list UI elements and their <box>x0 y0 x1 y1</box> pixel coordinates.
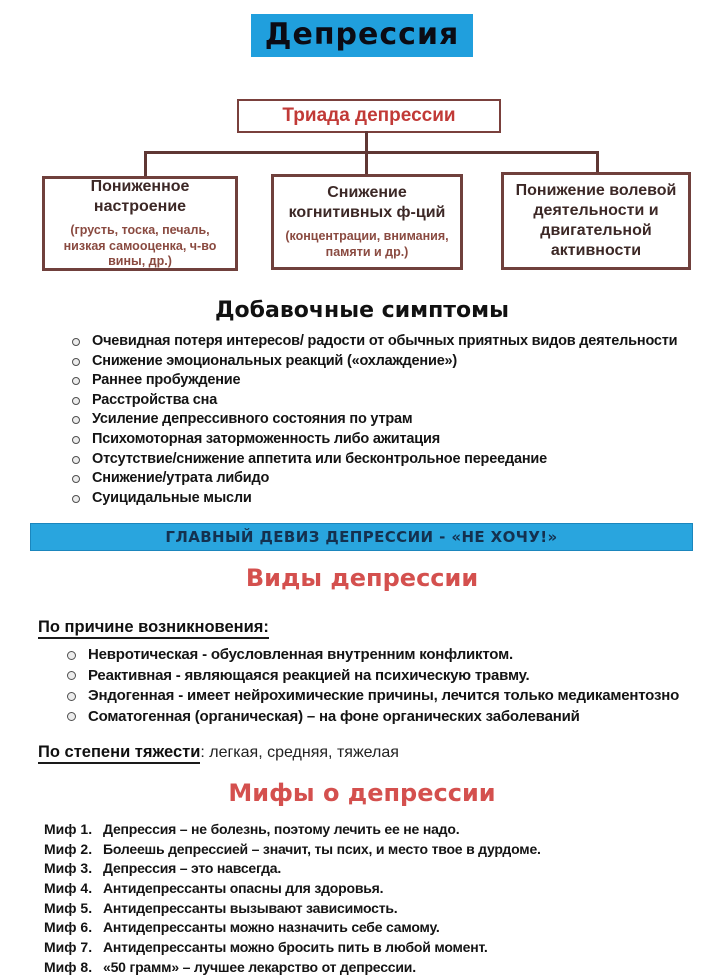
bullet-icon <box>72 377 80 385</box>
list-item: Расстройства сна <box>72 392 677 412</box>
types-heading: Виды депрессии <box>245 564 479 592</box>
myth-text: Антидепрессанты можно бросить пить в любой момент. <box>103 939 488 956</box>
list-item: Соматогенная (органическая) – на фоне органических заболеваний <box>67 708 679 729</box>
myths-heading: Мифы о депрессии <box>228 779 496 807</box>
motto-text: ГЛАВНЫЙ ДЕВИЗ ДЕПРЕССИИ - «НЕ ХОЧУ!» <box>165 528 558 546</box>
myth-label: Миф 1. <box>44 821 93 837</box>
by-severity-line <box>38 743 399 762</box>
symptoms-list <box>72 333 677 509</box>
list-item: Психомоторная заторможенность либо ажитация <box>72 431 677 451</box>
list-item: Очевидная потеря интересов/ радости от обычных приятных видов деятельности <box>72 333 677 353</box>
myth-text: Депрессия – не болезнь, поэтому лечить ее не надо. <box>103 821 460 837</box>
motto-banner <box>30 523 693 551</box>
list-item: Снижение эмоциональных реакций («охлаждение») <box>72 353 677 373</box>
myth-text: Болеешь депрессией – значит, ты псих, и место твое в дурдоме. <box>103 840 541 857</box>
list-item: Раннее пробуждение <box>72 372 677 392</box>
bullet-icon <box>72 456 80 464</box>
bullet-icon <box>72 358 80 366</box>
by-cause-label: По причине возникновения: <box>38 618 269 637</box>
myth-label: Миф 7. <box>44 939 93 956</box>
triad-box-subtitle: (концентрации, внимания, памяти и др.) <box>285 229 449 259</box>
list-item: Суицидальные мысли <box>72 490 677 510</box>
bullet-icon <box>67 712 76 721</box>
myth-row <box>44 841 541 861</box>
by-cause-list <box>67 646 679 728</box>
myth-label: Миф 8. <box>44 958 93 975</box>
myth-row <box>44 860 541 880</box>
triad-box-title: Понижение волевой деятельности и двигательной активности <box>515 182 677 259</box>
list-item: Реактивная - являющаяся реакцией на психическую травму. <box>67 667 679 688</box>
triad-box-title: Снижение когнитивных ф-ций <box>288 184 446 222</box>
bullet-icon <box>72 416 80 424</box>
triad-box-title: Пониженное настроение <box>90 178 190 216</box>
bullet-icon <box>72 495 80 503</box>
myth-label: Миф 6. <box>44 919 93 936</box>
myth-label: Миф 5. <box>44 899 93 916</box>
list-item: Отсутствие/снижение аппетита или бесконтрольное переедание <box>72 451 677 471</box>
bullet-icon <box>67 692 76 701</box>
triad-box-low-mood <box>42 176 238 271</box>
by-severity-value: : легкая, средняя, тяжелая <box>200 744 399 761</box>
page-title: Депрессия <box>251 14 473 57</box>
list-item: Эндогенная - имеет нейрохимические причины, лечится только медикаментозно <box>67 687 679 708</box>
myth-label: Миф 3. <box>44 860 93 877</box>
myth-text: Антидепрессанты вызывают зависимость. <box>103 899 398 916</box>
bullet-icon <box>67 651 76 660</box>
myth-row <box>44 900 541 920</box>
connector-drop-middle <box>365 151 368 176</box>
myth-row <box>44 880 541 900</box>
myth-text: Антидепрессанты можно назначить себе самому. <box>103 919 440 936</box>
myth-row <box>44 959 541 979</box>
myth-text: Антидепрессанты опасны для здоровья. <box>103 880 384 897</box>
triad-header-box <box>237 99 501 133</box>
symptoms-heading: Добавочные симптомы <box>214 298 510 323</box>
connector-drop-left <box>144 151 147 176</box>
title-row <box>0 14 724 57</box>
triad-box-subtitle: (грусть, тоска, печаль, низкая самооценка, ч-во вины, др.) <box>63 223 217 269</box>
myths-list <box>44 821 541 979</box>
bullet-icon <box>72 338 80 346</box>
triad-box-cognitive <box>271 174 463 270</box>
bullet-icon <box>72 436 80 444</box>
connector-horizontal <box>144 151 599 154</box>
by-severity-label: По степени тяжести <box>38 743 200 764</box>
connector-vertical-top <box>365 131 368 152</box>
myth-text: «50 грамм» – лучшее лекарство от депрессии. <box>103 958 416 975</box>
triad-box-volitional <box>501 172 691 270</box>
list-item: Усиление депрессивного состояния по утрам <box>72 411 677 431</box>
myth-row <box>44 939 541 959</box>
bullet-icon <box>72 475 80 483</box>
list-item: Невротическая - обусловленная внутренним конфликтом. <box>67 646 679 667</box>
myth-text: Депрессия – это навсегда. <box>103 860 282 877</box>
myth-label: Миф 4. <box>44 880 93 897</box>
myth-label: Миф 2. <box>44 840 93 857</box>
connector-drop-right <box>596 151 599 174</box>
bullet-icon <box>72 397 80 405</box>
myth-row <box>44 919 541 939</box>
triad-header-label: Триада депрессии <box>282 105 456 126</box>
list-item: Снижение/утрата либидо <box>72 470 677 490</box>
bullet-icon <box>67 671 76 680</box>
myth-row <box>44 821 541 841</box>
